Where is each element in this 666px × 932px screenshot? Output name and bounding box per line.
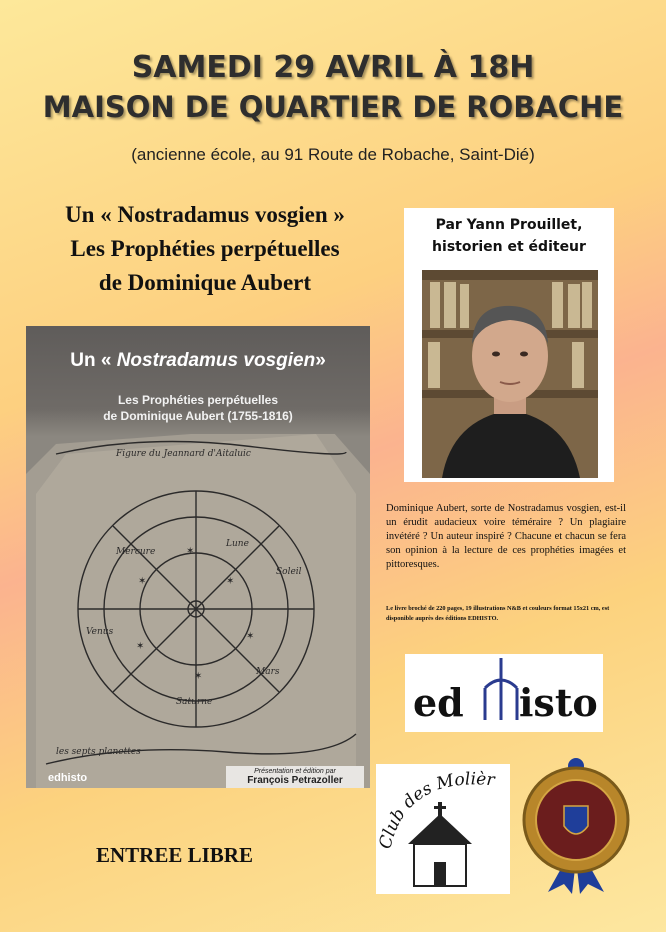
chapel-icon <box>408 802 472 886</box>
svg-text:Figure du Jeannard d'Aitaluic: Figure du Jeannard d'Aitaluic <box>116 449 251 459</box>
manuscript-wheel-illustration <box>26 434 370 788</box>
cover-subtitle: Les Prophéties perpétuelles de Dominique Aubert (1755-1816) <box>103 393 293 423</box>
cover-credit: Présentation et édition par François Petrazoller <box>226 766 364 788</box>
svg-text:✶: ✶ <box>246 631 255 642</box>
author-card <box>404 208 614 482</box>
edhisto-trident-icon <box>485 658 517 720</box>
svg-text:Soleil: Soleil <box>276 567 302 577</box>
book-title-line-3: de Dominique Aubert <box>98 270 312 295</box>
entry-notice: ENTREE LIBRE <box>96 843 253 867</box>
svg-text:les septs planettes: les septs planettes <box>56 747 141 757</box>
svg-text:Mars: Mars <box>256 667 280 677</box>
club-logo-text: Club des Molièr <box>376 769 496 852</box>
author-photo <box>422 270 598 478</box>
edhisto-logo-text-right: isto <box>519 680 598 725</box>
cover-publisher-logo: edhisto <box>48 772 88 784</box>
book-title-line-2: Les Prophéties perpétuelles <box>70 236 340 261</box>
svg-text:Venus: Venus <box>86 627 114 637</box>
svg-text:✶: ✶ <box>226 576 235 587</box>
cover-title: Un « Nostradamus vosgien» <box>70 350 326 371</box>
svg-text:✶: ✶ <box>136 641 145 652</box>
event-date-heading: SAMEDI 29 AVRIL À 18H <box>131 50 535 85</box>
book-availability-note: Le livre broché de 220 pages, 19 illustrations N&B et couleurs format 15x21 cm, est disponible auprès des éditions EDHISTO. <box>386 605 610 622</box>
svg-text:✶: ✶ <box>186 546 195 557</box>
svg-text:✶: ✶ <box>194 671 203 682</box>
book-description: Dominique Aubert, sorte de Nostradamus vosgien, est-il un érudit audacieux voire téméraire ? Un plagiaire invétéré ? Un auteur inspiré ? Chacune et chacun se fera son opinion à la lecture de ces prophéties imagées et pittoresques. <box>386 503 626 570</box>
official-seal <box>518 756 634 896</box>
svg-text:✶: ✶ <box>138 576 147 587</box>
venue-address: (ancienne école, au 91 Route de Robache, Saint-Dié) <box>131 145 535 164</box>
book-cover <box>26 326 370 788</box>
author-caption: Par Yann Prouillet, historien et éditeur <box>432 217 586 255</box>
book-title-block <box>20 198 390 300</box>
event-venue-heading: MAISON DE QUARTIER DE ROBACHE <box>42 90 624 124</box>
edhisto-logo-text-left: ed <box>413 680 464 725</box>
svg-text:Mercure: Mercure <box>116 547 156 557</box>
edhisto-logo <box>405 654 603 732</box>
svg-text:Lune: Lune <box>226 539 249 549</box>
svg-text:Saturne: Saturne <box>176 697 213 707</box>
book-title-line-1: Un « Nostradamus vosgien » <box>65 202 345 227</box>
club-des-molieres-logo <box>376 764 510 894</box>
seal-shield-icon <box>564 806 588 834</box>
